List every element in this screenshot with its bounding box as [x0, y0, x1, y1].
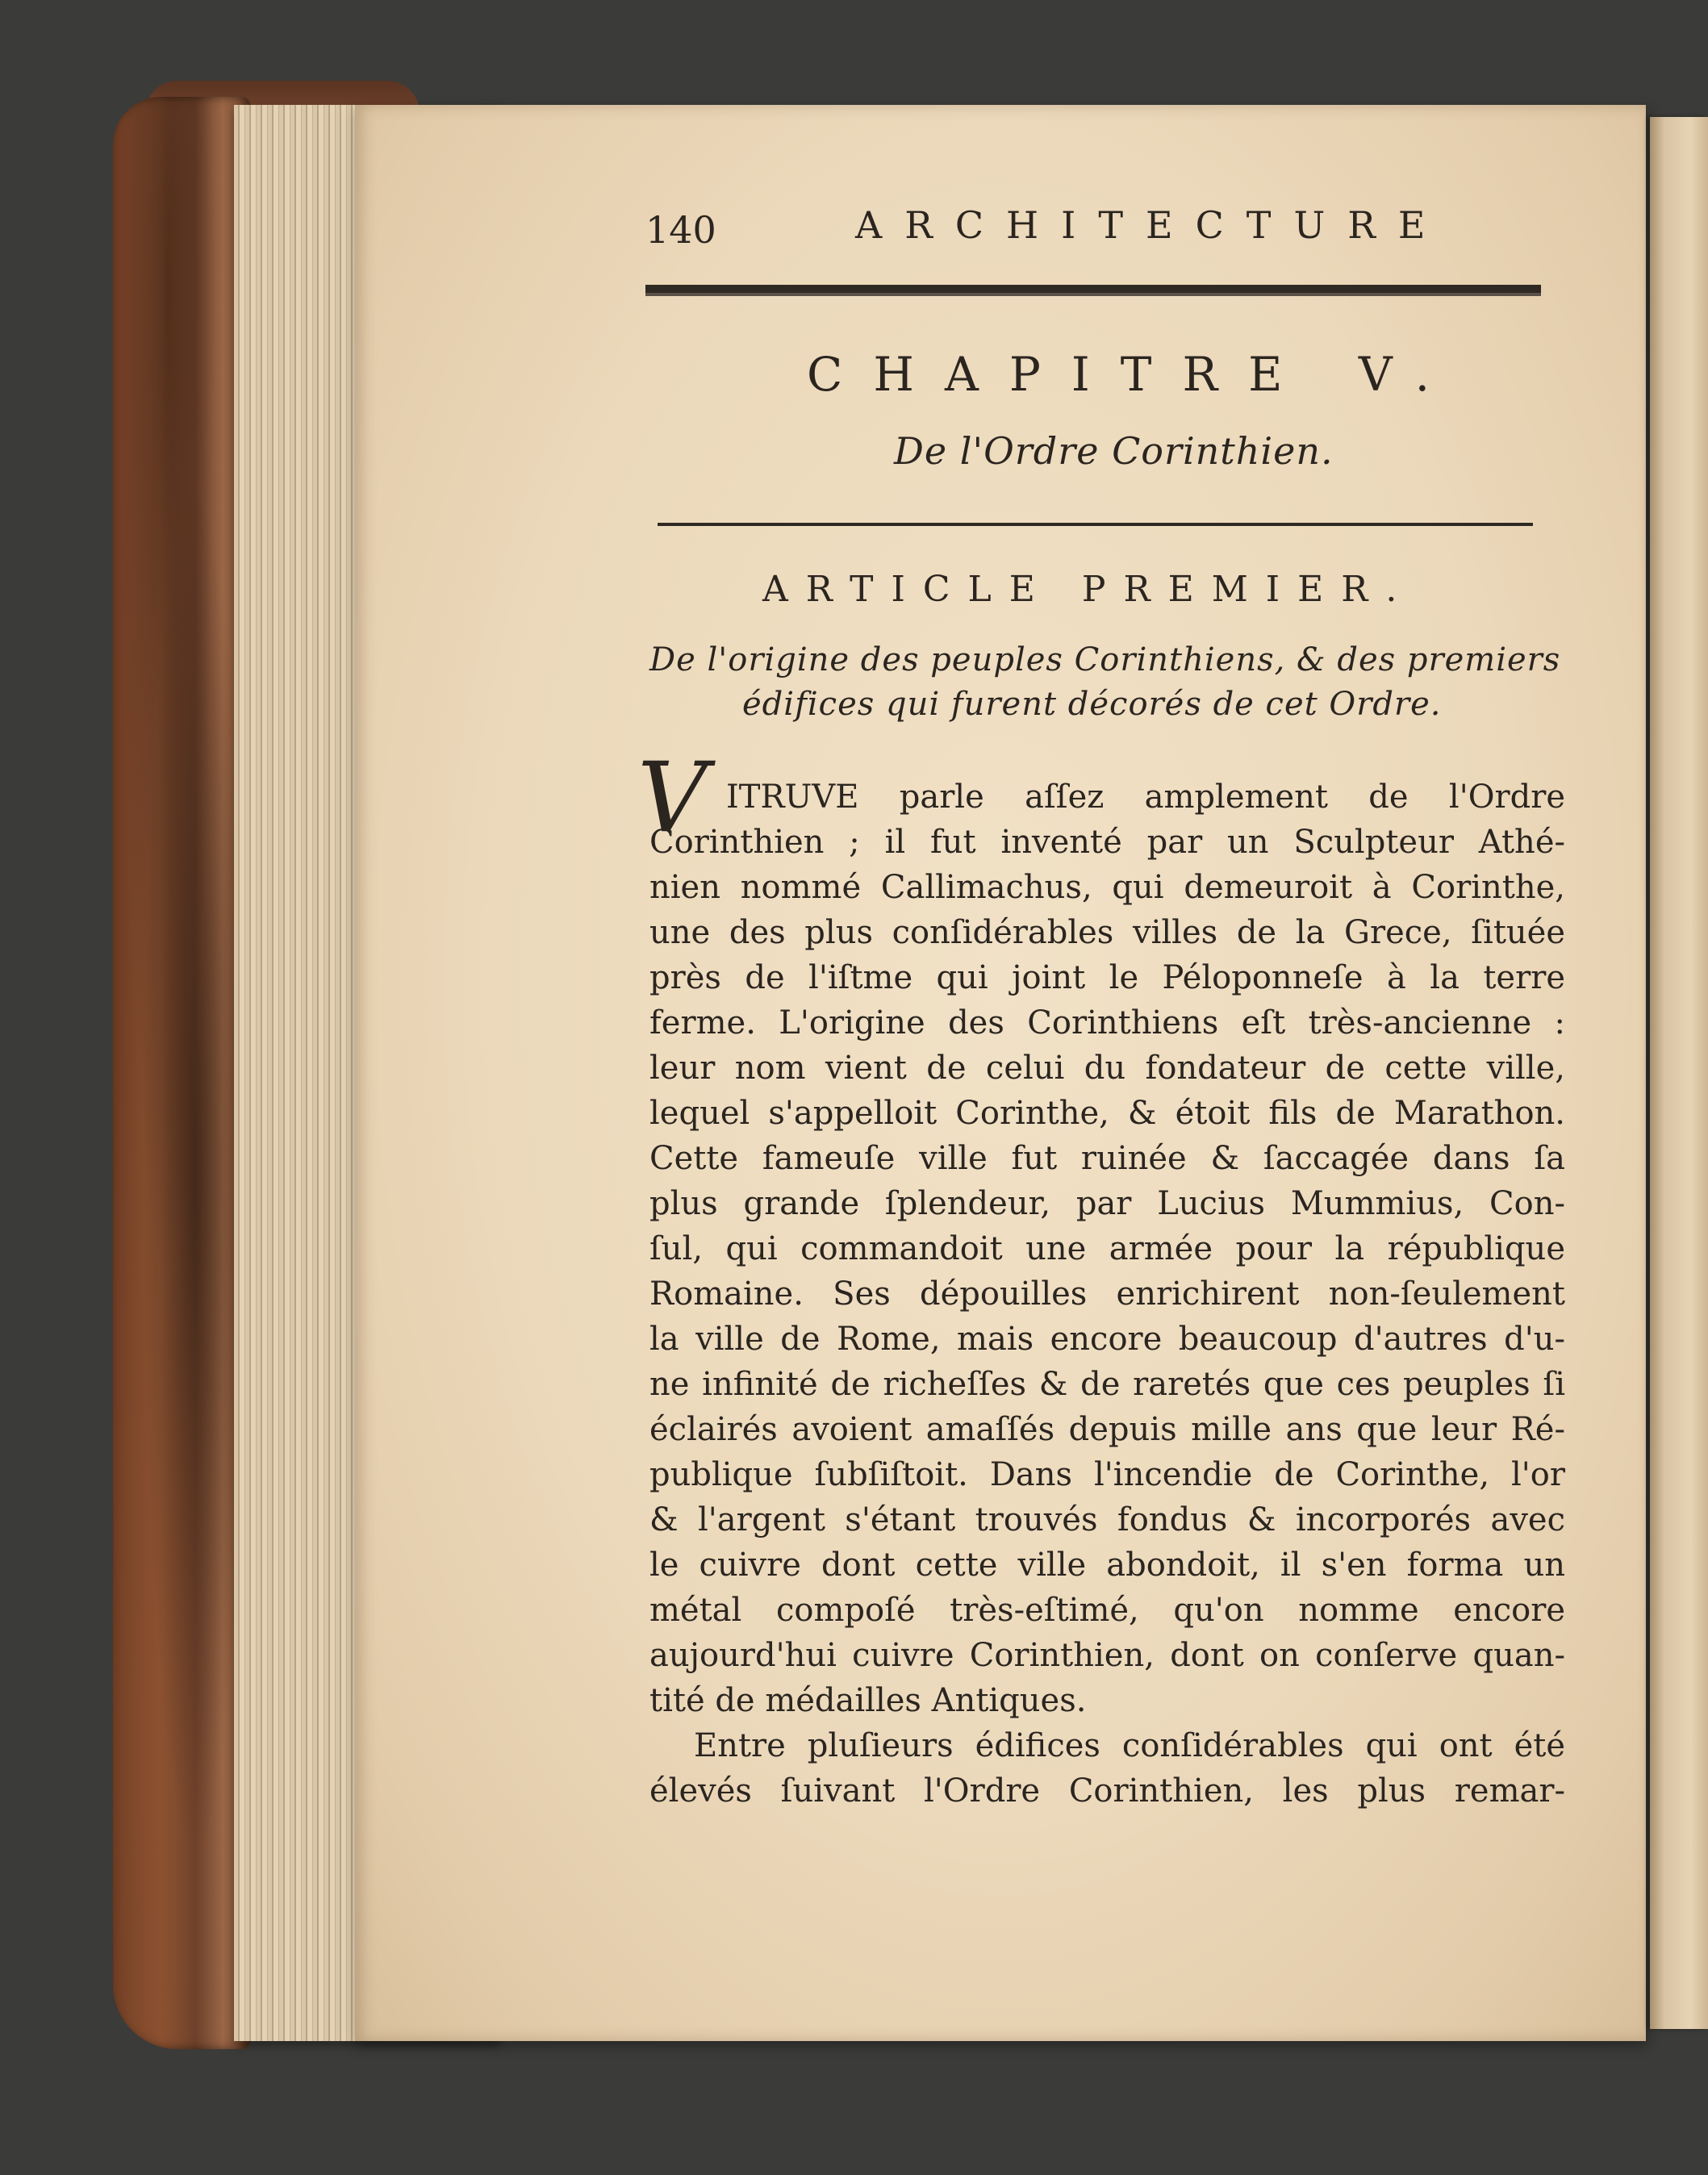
body-line: nien nommé Callimachus, qui demeuroit à Corinthe,: [649, 869, 1565, 906]
article-heading: ARTICLE PREMIER.: [762, 569, 1415, 610]
body-line: métal compoſé très-eſtimé, qu'on nomme encore: [649, 1592, 1565, 1629]
chapter-rule: [658, 523, 1533, 526]
body-line: une des plus conſidérables villes de la Grece, ſituée: [649, 914, 1565, 951]
body-line: Corinthien ; il fut inventé par un Sculpteur Athé-: [649, 824, 1565, 861]
header-rule: [645, 285, 1541, 296]
body-line: ne infinité de richeſſes & de raretés que ces peuples ſi: [649, 1366, 1565, 1403]
body-line: ferme. L'origine des Corinthiens eſt très-ancienne :: [649, 1004, 1565, 1042]
body-line: leur nom vient de celui du fondateur de cette ville,: [649, 1050, 1565, 1087]
page-number: 140: [645, 208, 716, 252]
running-title: ARCHITECTURE: [855, 203, 1448, 247]
body-line: & l'argent s'étant trouvés fondus & incorporés avec: [649, 1501, 1565, 1538]
facing-page-edge: [1650, 117, 1708, 2029]
body-line: éclairés avoient amaſſés depuis mille ans que leur Ré-: [649, 1411, 1565, 1448]
body-line: ITRUVE parle aſſez amplement de l'Ordre: [726, 779, 1565, 816]
body-line: tité de médailles Antiques.: [649, 1682, 1087, 1719]
body-line: la ville de Rome, mais encore beaucoup d'autres d'u-: [649, 1321, 1565, 1358]
chapter-subtitle: De l'Ordre Corinthien.: [894, 429, 1334, 473]
article-subtitle-line: De l'origine des peuples Corinthiens, & des premiers: [649, 641, 1561, 678]
article-subtitle-line: édifices qui furent décorés de cet Ordre.: [742, 686, 1442, 723]
body-line: lequel s'appelloit Corinthe, & étoit fils de Marathon.: [649, 1095, 1565, 1132]
body-line: élevés ſuivant l'Ordre Corinthien, les plus remar-: [649, 1772, 1565, 1810]
body-line: aujourd'hui cuivre Corinthien, dont on conſerve quan-: [649, 1637, 1565, 1674]
body-line: publique ſubſiſtoit. Dans l'incendie de Corinthe, l'or: [649, 1456, 1565, 1493]
book-spine-cover: [113, 97, 250, 2049]
body-line: Cette fameuſe ville fut ruinée & ſaccagée dans ſa: [649, 1140, 1565, 1177]
drop-cap: V: [637, 742, 708, 854]
body-line: plus grande ſplendeur, par Lucius Mummius, Con-: [649, 1185, 1565, 1222]
chapter-title: CHAPITRE V.: [807, 347, 1461, 402]
body-line: le cuivre dont cette ville abondoit, il s'en forma un: [649, 1547, 1565, 1584]
body-line: Entre pluſieurs édifices conſidérables qui ont été: [694, 1727, 1565, 1764]
body-line: près de l'iſtme qui joint le Péloponneſe à la terre: [649, 959, 1565, 996]
body-line: ſul, qui commandoit une armée pour la république: [649, 1230, 1565, 1267]
body-line: Romaine. Ses dépouilles enrichirent non-ſeulement: [649, 1275, 1565, 1313]
